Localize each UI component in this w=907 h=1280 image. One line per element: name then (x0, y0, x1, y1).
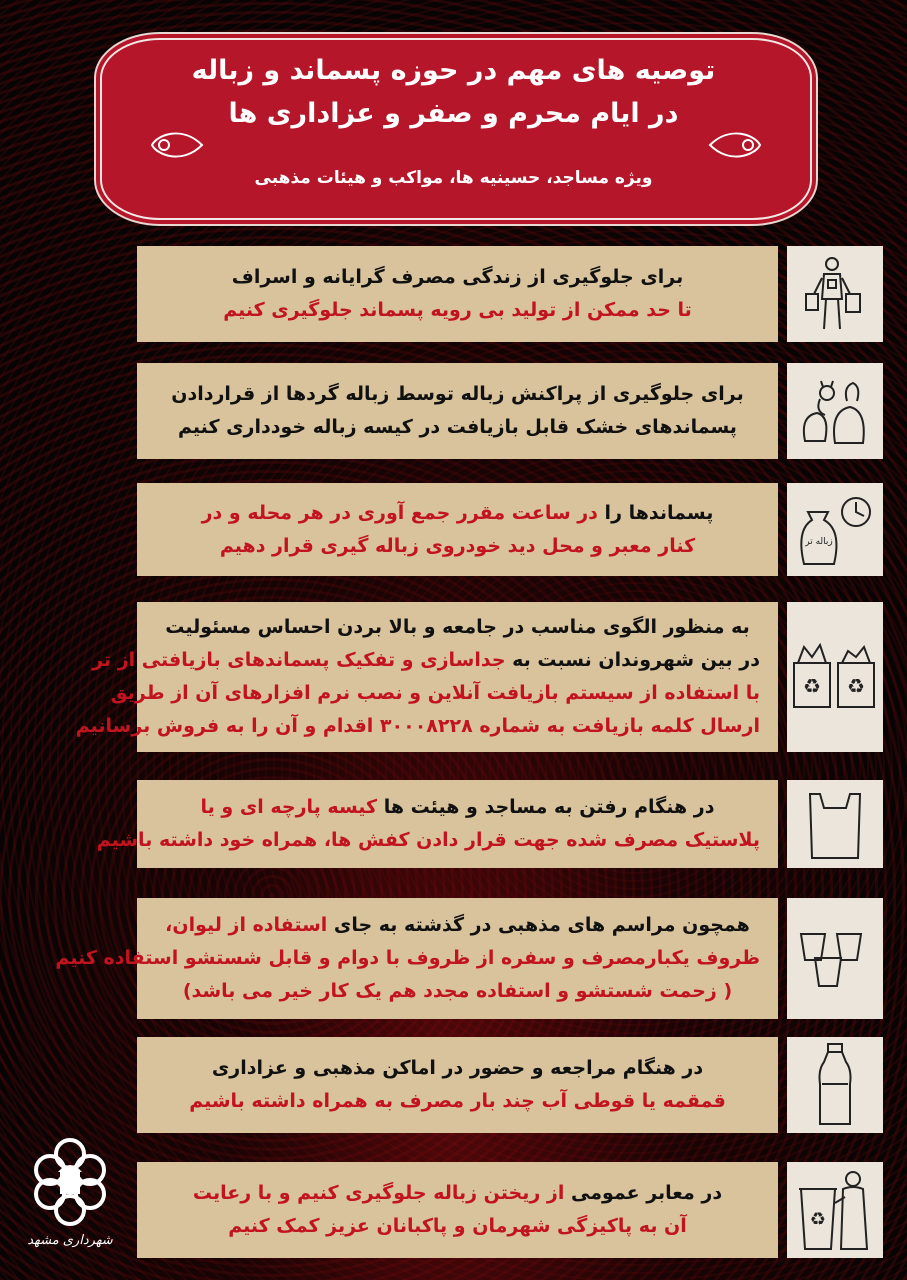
tip-line (155, 611, 760, 644)
tip-text-highlight: در ساعت مقرر جمع آوری در هر محله و در (201, 501, 598, 524)
tip-card-6 (55, 898, 778, 1019)
tip-card-4 (75, 602, 778, 752)
header-title-line2: در ایام محرم و صفر و عزاداری ها (228, 98, 679, 129)
mashhad-municipality-logo (20, 1132, 120, 1260)
tip-text-highlight: کیسه پارچه ای و یا (200, 796, 378, 818)
svg-text:♻: ♻ (809, 1209, 827, 1230)
tip-line (155, 294, 760, 327)
tip-line (155, 1177, 760, 1210)
person-shopping-bags-icon (787, 246, 883, 342)
tip-text: در هنگام رفتن به مساجد و هیئت ها (377, 796, 715, 818)
tip-text-highlight: آن به پاکیزگی شهرمان و پاکبانان عزیز کمک کنیم (228, 1215, 687, 1237)
tip-card-8 (137, 1162, 778, 1258)
tip-line (155, 411, 760, 444)
tip-text-highlight: ظروف یکبارمصرف و سفره از ظروف با دوام و قابل شستشو استفاده کنیم (55, 947, 760, 969)
tip-line (155, 261, 760, 294)
header-subtitle: ویژه مساجد، حسینیه ها، مواکب و هیئات مذهبی (254, 168, 653, 188)
tip-text: در هنگام مراجعه و حضور در اماکن مذهبی و عزاداری (211, 1057, 704, 1079)
cat-on-trash-bags-icon (787, 363, 883, 459)
tip-text-highlight: جداسازی و تفکیک پسماندهای بازیافتی از تر (92, 649, 506, 671)
tip-card-7 (137, 1037, 778, 1133)
tip-text-highlight: پلاستیک مصرف شده جهت قرار دادن کفش ها، همراه خود داشته باشیم (96, 829, 760, 851)
tip-text-highlight: با استفاده از سیستم بازیافت آنلاین و نصب نرم افزارهای آن از طریق (110, 682, 760, 704)
water-bottle-icon (787, 1037, 883, 1133)
tip-text: برای جلوگیری از پراکنش زباله توسط زباله گردها از قراردادن (171, 383, 744, 405)
tip-text-highlight: از ریختن زباله جلوگیری کنیم و با رعایت (192, 1182, 565, 1204)
recycling-bins-icon (787, 602, 883, 752)
trash-bag-clock-icon (787, 483, 883, 576)
tip-text: پسماندهای خشک قابل بازیافت در کیسه زباله خودداری کنیم (178, 416, 737, 438)
tip-text-highlight: تا حد ممکن از تولید بی رویه پسماند جلوگیری کنیم (223, 299, 692, 321)
tip-line (155, 1210, 760, 1243)
tip-text: به منظور الگوی مناسب در جامعه و بالا بردن احساس مسئولیت (165, 616, 750, 638)
woman-trash-bin-icon (787, 1162, 883, 1258)
svg-text:♻: ♻ (803, 674, 821, 698)
tip-line (155, 791, 760, 824)
tip-card-3 (137, 483, 778, 576)
tip-line (155, 497, 760, 530)
tip-text: پسماندها را (597, 501, 714, 524)
tip-text-highlight: ( زحمت شستشو و استفاده مجدد هم یک کار خیر می باشد) (182, 980, 733, 1002)
tip-line (155, 975, 760, 1008)
tip-line (155, 1052, 760, 1085)
tip-line (75, 710, 760, 743)
bag-label: زباله تر (805, 536, 833, 547)
tip-line (155, 909, 760, 942)
disposable-cups-icon (787, 898, 883, 1019)
svg-text:♻: ♻ (847, 674, 865, 698)
tip-text: در بین شهروندان نسبت به (505, 649, 760, 671)
tip-text-highlight: استفاده از لیوان، (165, 914, 328, 936)
header-title-line1: توصیه های مهم در حوزه پسماند و زباله (191, 55, 716, 86)
tip-text: در معابر عمومی (564, 1182, 723, 1204)
tip-text: برای جلوگیری از زندگی مصرف گرایانه و اسراف (231, 266, 684, 288)
tip-text-highlight: کنار معبر و محل دید خودروی زباله گیری قرار دهیم (219, 534, 696, 557)
tip-line (155, 530, 760, 563)
tip-card-1 (137, 246, 778, 342)
tip-card-5 (96, 780, 778, 868)
tip-text-highlight: قمقمه یا قوطی آب چند بار مصرف به همراه داشته باشیم (189, 1090, 726, 1112)
tip-text-highlight: ارسال کلمه بازیافت به شماره ۳۰۰۰۸۲۲۸ اقدام و آن را به فروش برسانیم (75, 715, 760, 737)
logo-text: شهرداری مشهد (27, 1233, 113, 1248)
tip-line (155, 378, 760, 411)
tip-line (155, 1085, 760, 1118)
tip-text: همچون مراسم های مذهبی در گذشته به جای (327, 914, 750, 936)
tip-line (110, 677, 760, 710)
tip-line (55, 942, 760, 975)
plastic-bag-icon (787, 780, 883, 868)
tip-card-2 (137, 363, 778, 459)
tip-line (92, 644, 760, 677)
tip-line (96, 824, 760, 857)
